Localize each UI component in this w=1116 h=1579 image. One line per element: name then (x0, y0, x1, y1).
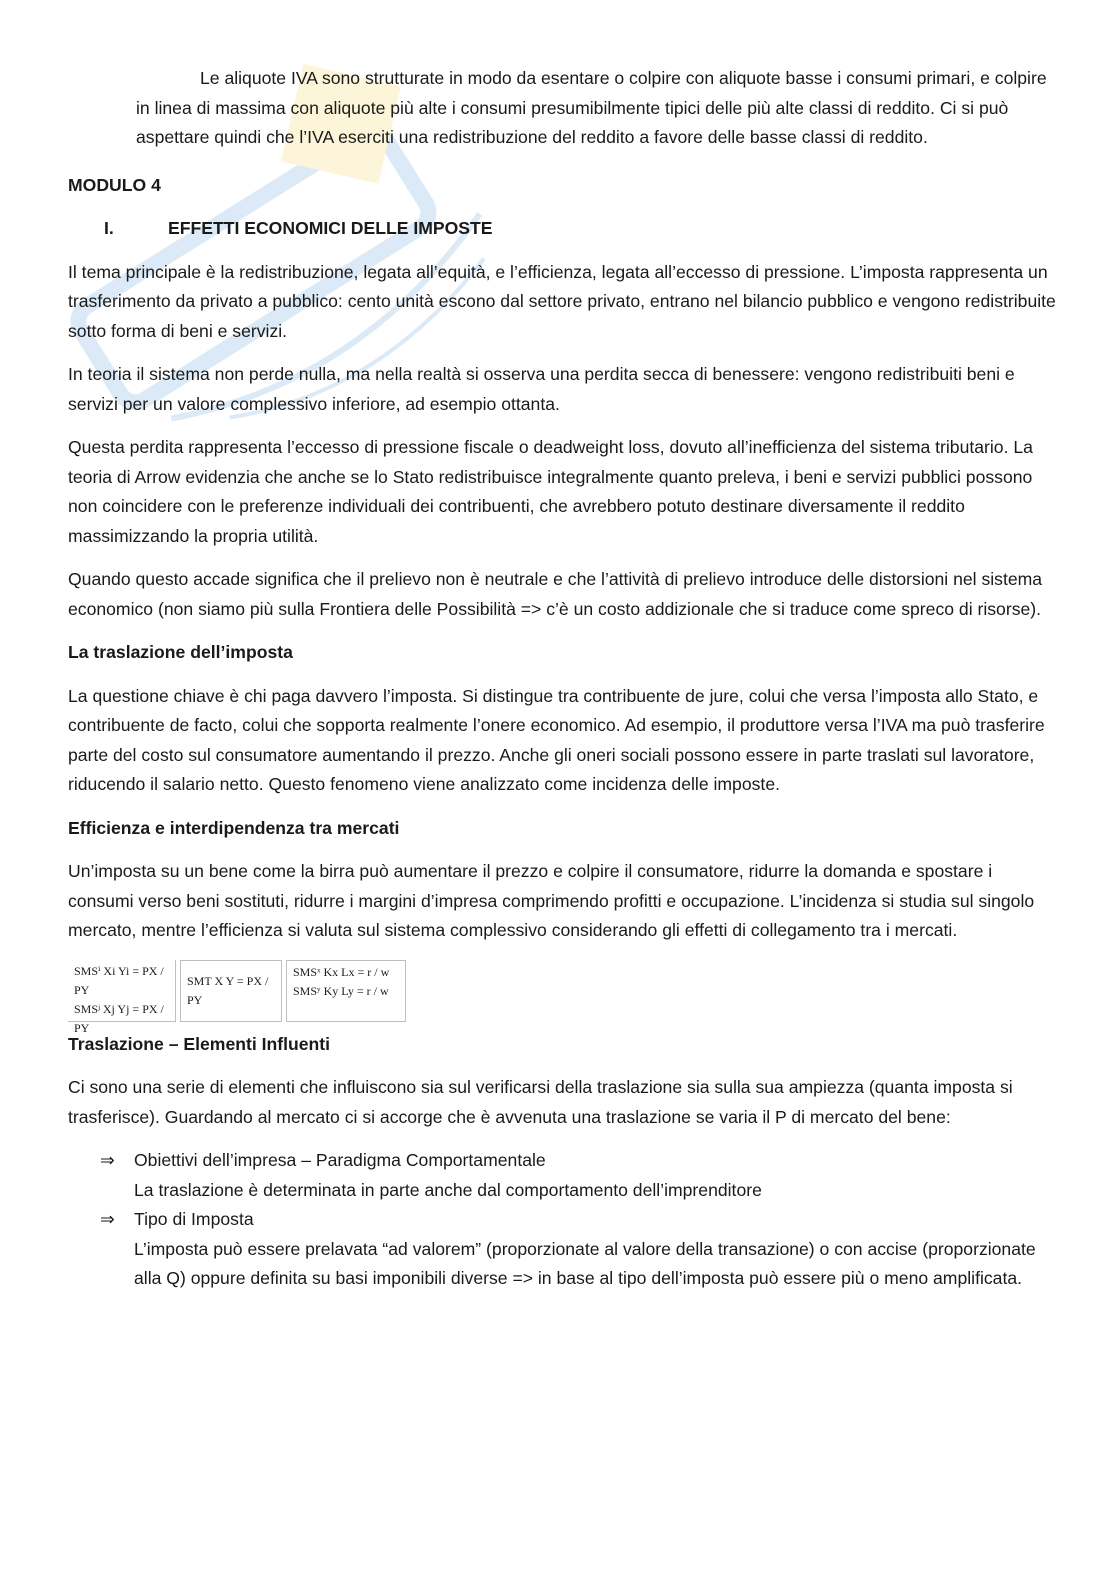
formula-box-production (180, 960, 282, 1022)
list-item (100, 1205, 1058, 1294)
list-item-title: Tipo di Imposta (134, 1209, 254, 1229)
formula-box-factors (286, 960, 406, 1022)
module-title: MODULO 4 (68, 174, 161, 195)
paragraph-elementi: Ci sono una serie di elementi che influiscono sia sul verificarsi della traslazione sia sulla sua ampiezza (quanta imposta si trasferisce). Guardando al mercato ci si accorge che è avvenuta una traslazione se varia il P di mercato del bene: (68, 1077, 1013, 1127)
formula-line: SMSʲ Xj Yj = PX / PY (74, 1001, 164, 1035)
list-item-text: L’imposta può essere prelavata “ad valorem” (proporzionate al valore della transazione) o con accise (proporzionate alla Q) oppure definita su basi imponibili diverse => in base al tipo dell’imposta può essere più o meno amplificata. (134, 1238, 1036, 1288)
paragraph: Quando questo accade significa che il prelievo non è neutrale e che l’attività di prelievo introduce delle distorsioni nel sistema economico (non siamo più sulla Frontiera delle Possibilità => c’è un costo addizionale che si traduce come spreco di risorse). (68, 569, 1043, 619)
formula-line: SMSʸ Ky Ly = r / w (293, 983, 389, 998)
arrow-icon: ⇒ (100, 1150, 115, 1170)
paragraph: Questa perdita rappresenta l’eccesso di pressione fiscale o deadweight loss, dovuto all’inefficienza del sistema tributario. La teoria di Arrow evidenzia che anche se lo Stato redistribuisce integralmente quanto preleva, i beni e servizi pubblici possono non coincidere con le preferenze individuali dei contribuenti, che avrebbero potuto destinare diversamente il reddito massimizzando la propria utilità. (68, 437, 1033, 546)
formula-line: SMT X Y = PX / PY (187, 973, 269, 1007)
document-content (68, 64, 1058, 1294)
list-item-text: La traslazione è determinata in parte anche dal comportamento dell’imprenditore (134, 1179, 762, 1200)
paragraph-traslazione: La questione chiave è chi paga davvero l’imposta. Si distingue tra contribuente de jure, colui che versa l’imposta allo Stato, e contribuente de facto, colui che sopporta realmente l’onere economico. Ad esempio, il produttore versa l’IVA ma può trasferire parte del costo sul consumatore aumentando il prezzo. Anche gli oneri sociali possono essere in parte traslati sul lavoratore, riducendo il salario netto. Questo fenomeno viene analizzato come incidenza delle imposte. (68, 685, 1045, 794)
bullet-list (68, 1146, 1058, 1294)
list-item (100, 1146, 1058, 1205)
subheading-traslazione: La traslazione dell’imposta (68, 642, 293, 662)
section-heading (68, 214, 1058, 244)
section-number: I. (104, 218, 114, 238)
list-item-title: Obiettivi dell’impresa – Paradigma Comportamentale (134, 1150, 546, 1170)
subheading-elementi: Traslazione – Elementi Influenti (68, 1033, 331, 1054)
formula-line: SMSⁱ Xi Yi = PX / PY (74, 963, 164, 997)
formula-images (68, 960, 1058, 1035)
subheading-efficienza: Efficienza e interdipendenza tra mercati (68, 817, 400, 838)
arrow-icon: ⇒ (100, 1209, 115, 1229)
paragraph: In teoria il sistema non perde nulla, ma nella realtà si osserva una perdita secca di benessere: vengono redistribuiti beni e servizi per un valore complessivo inferiore, ad esempio ottanta. (68, 364, 1015, 414)
intro-paragraph: Le aliquote IVA sono strutturate in modo da esentare o colpire con aliquote basse i consumi primari, e colpire in linea di massima con aliquote più alte i consumi presumibilmente tipici delle più alte classi di reddito. Ci si può aspettare quindi che l’IVA eserciti una redistribuzione del reddito a favore delle basse classi di reddito. (136, 68, 1047, 147)
formula-box-consumers (68, 960, 176, 1035)
paragraph-efficienza: Un’imposta su un bene come la birra può aumentare il prezzo e colpire il consumatore, ridurre la domanda e spostare i consumi verso beni sostituti, ridurre i margini d’impresa comprimendo profitti e occupazione. L’incidenza si studia sul singolo mercato, mentre l’efficienza si valuta sul sistema complessivo considerando gli effetti di collegamento tra i mercati. (68, 861, 1035, 940)
formula-line: SMSˣ Kx Lx = r / w (293, 964, 390, 979)
paragraph: Il tema principale è la redistribuzione, legata all’equità, e l’efficienza, legata all’eccesso di pressione. L’imposta rappresenta un trasferimento da privato a pubblico: cento unità escono dal settore privato, entrano nel bilancio pubblico e vengono redistribuite sotto forma di beni e servizi. (68, 261, 1056, 341)
section-title: EFFETTI ECONOMICI DELLE IMPOSTE (168, 218, 493, 238)
